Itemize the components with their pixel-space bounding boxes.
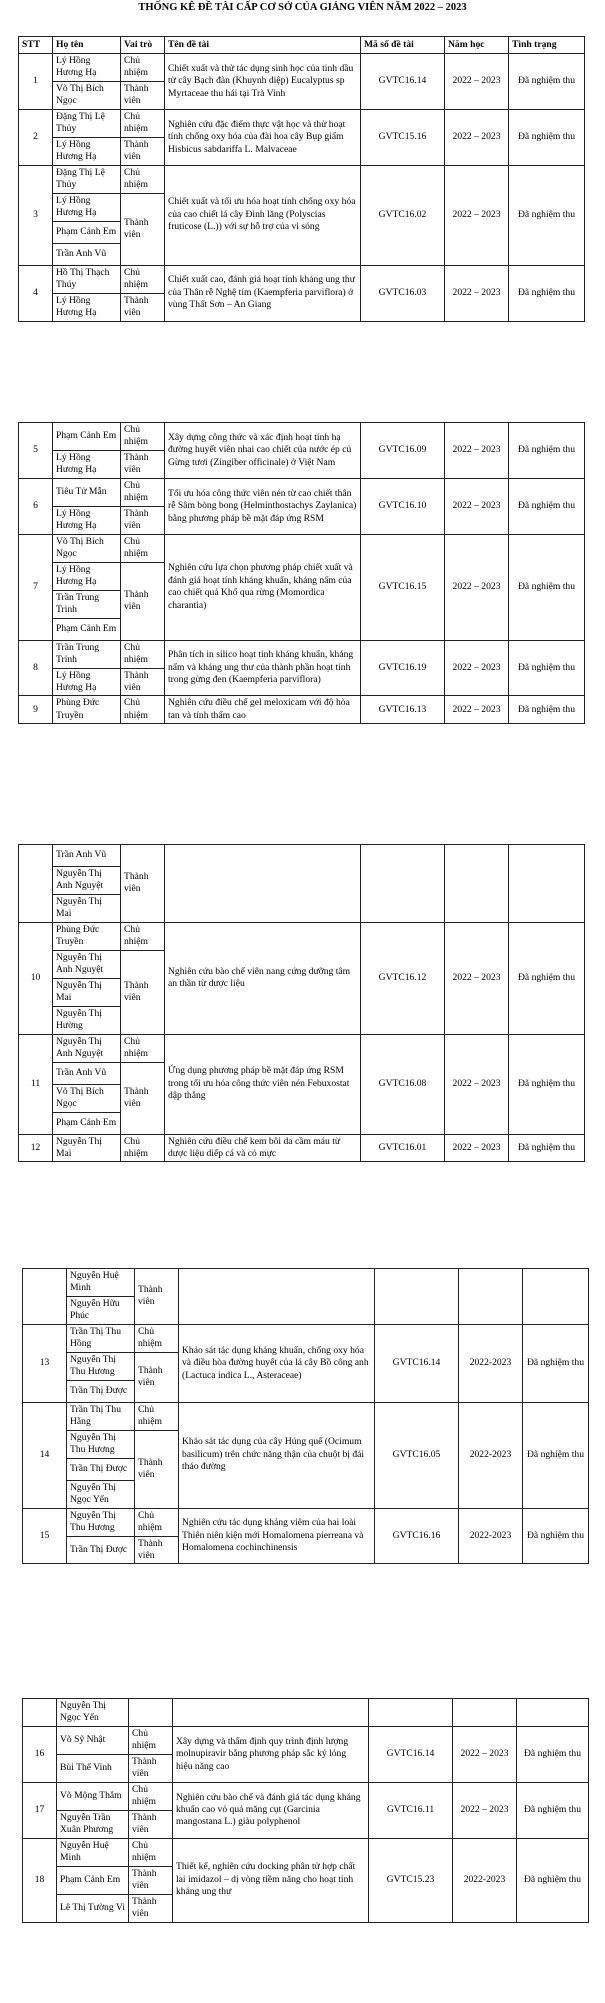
table-row <box>19 640 585 668</box>
table-row <box>19 109 585 137</box>
member-name-cell: Nguyễn Thị Mai <box>53 978 121 1006</box>
member-name-cell: Trần Anh Vũ <box>53 1062 121 1084</box>
member-name-cell: Võ Thị Bích Ngọc <box>53 81 121 109</box>
topic-cell: Chiết xuất và tối ưu hóa hoạt tính chống oxy hóa của cao chiết lá cây Đinh lăng (Polyscias fruticose (L.)) với sự hỗ trợ của vi sóng <box>165 165 361 265</box>
status-cell: Đã nghiệm thu <box>509 696 585 724</box>
role-cell: Chủ nhiệm <box>121 1134 165 1162</box>
member-name-cell: Nguyễn Thị Thu Hương <box>67 1430 135 1458</box>
year-cell: 2022-2023 <box>459 1324 523 1402</box>
stt-cell <box>23 1699 57 1727</box>
member-name-cell: Lê Thị Tường Vi <box>57 1894 129 1922</box>
role-cell: Chủ nhiệm <box>121 478 165 506</box>
status-cell <box>517 1699 589 1727</box>
table-header-row <box>19 37 585 54</box>
role-cell: Thành viên <box>135 1430 179 1508</box>
stats-table-segment <box>18 36 585 322</box>
table-row <box>19 165 585 193</box>
stt-cell: 10 <box>19 922 53 1034</box>
role-cell: Thành viên <box>121 845 165 923</box>
member-name-cell: Nguyễn Thị Anh Nguyệt <box>53 1034 121 1062</box>
status-cell: Đã nghiệm thu <box>517 1838 589 1922</box>
table-row <box>19 265 585 293</box>
topic-cell: Chiết xuất cao, đánh giá hoạt tính kháng ung thư của Thân rễ Nghệ tím (Kaempferia parviflora) ở vùng Thất Sơn – An Giang <box>165 265 361 321</box>
member-name-cell: Tiêu Tử Mẫn <box>53 478 121 506</box>
role-cell: Chủ nhiệm <box>121 640 165 668</box>
stt-cell <box>19 845 53 923</box>
year-cell: 2022-2023 <box>453 1838 517 1922</box>
table-row <box>23 1324 589 1352</box>
stt-cell: 2 <box>19 109 53 165</box>
stt-cell: 12 <box>19 1134 53 1162</box>
code-cell: GVTC16.05 <box>375 1402 459 1508</box>
topic-cell: Nghiên cứu điều chế gel meloxicam với độ hòa tan và tính thấm cao <box>165 696 361 724</box>
role-cell: Chủ nhiệm <box>129 1782 173 1810</box>
page-title: THỐNG KÊ ĐỀ TÀI CẤP CƠ SỞ CỦA GIẢNG VIÊN NĂM 2022 – 2023 <box>138 2 467 13</box>
member-name-cell: Phạm Cảnh Em <box>53 221 121 243</box>
member-name-cell: Lý Hồng Hương Hạ <box>53 54 121 82</box>
year-cell: 2022 – 2023 <box>445 165 509 265</box>
role-cell: Chủ nhiệm <box>135 1508 179 1536</box>
member-name-cell: Lý Hồng Hương Hạ <box>53 506 121 534</box>
status-cell: Đã nghiệm thu <box>523 1508 589 1564</box>
topic-cell: Chiết xuất và thử tác dụng sinh học của tinh dầu từ cây Bạch đàn (Khuynh diệp) Eucalyptus sp Myrtaceae thu hái tại Trà Vinh <box>165 54 361 110</box>
year-cell <box>445 845 509 923</box>
status-cell: Đã nghiệm thu <box>509 922 585 1034</box>
stats-table-segment <box>18 844 585 1162</box>
topic-cell: Nghiên cứu tác dụng kháng viêm của hai loài Thiên niên kiện mới Homalomena pierreana và Homalomena cochinchinensis <box>179 1508 375 1564</box>
role-cell: Thành viên <box>121 562 165 640</box>
table-row <box>19 534 585 562</box>
year-cell: 2022 – 2023 <box>445 1134 509 1162</box>
topic-cell <box>179 1269 375 1325</box>
status-cell: Đã nghiệm thu <box>509 54 585 110</box>
role-cell: Thành viên <box>121 137 165 165</box>
code-cell: GVTC16.03 <box>361 265 445 321</box>
status-cell: Đã nghiệm thu <box>509 1134 585 1162</box>
stt-cell <box>23 1269 67 1325</box>
status-cell <box>523 1269 589 1325</box>
topic-cell: Nghiên cứu bào chế viên nang cứng dưỡng tâm an thần từ dược liệu <box>165 922 361 1034</box>
member-name-cell: Lý Hồng Hương Hạ <box>53 450 121 478</box>
topic-cell <box>173 1699 369 1727</box>
status-cell: Đã nghiệm thu <box>509 165 585 265</box>
role-cell: Chủ nhiệm <box>121 1034 165 1062</box>
role-cell: Chủ nhiệm <box>121 423 165 451</box>
role-cell: Thành viên <box>129 1754 173 1782</box>
role-cell: Chủ nhiệm <box>121 922 165 950</box>
year-cell: 2022 – 2023 <box>445 534 509 640</box>
status-cell: Đã nghiệm thu <box>517 1782 589 1838</box>
year-cell: 2022 – 2023 <box>445 1034 509 1134</box>
member-name-cell: Trần Thị Thu Hằng <box>67 1402 135 1430</box>
code-cell: GVTC16.02 <box>361 165 445 265</box>
topic-cell: Nghiên cứu bào chế và đánh giá tác dụng kháng khuẩn cao vỏ quả măng cụt (Garcinia mangostana L.) giàu polyphenol <box>173 1782 369 1838</box>
member-name-cell: Lý Hồng Hương Hạ <box>53 137 121 165</box>
column-header: Tên đề tài <box>165 37 361 54</box>
stt-cell: 5 <box>19 423 53 479</box>
table-row <box>23 1782 589 1810</box>
column-header: STT <box>19 37 53 54</box>
role-cell: Chủ nhiệm <box>129 1838 173 1866</box>
table-row <box>19 845 585 867</box>
status-cell: Đã nghiệm thu <box>509 109 585 165</box>
role-cell: Thành viên <box>121 1062 165 1134</box>
role-cell: Thành viên <box>121 506 165 534</box>
column-header: Vai trò <box>121 37 165 54</box>
code-cell: GVTC16.16 <box>375 1508 459 1564</box>
member-name-cell: Nguyễn Thị Ngọc Yến <box>57 1699 129 1727</box>
year-cell: 2022 – 2023 <box>453 1782 517 1838</box>
stt-cell: 4 <box>19 265 53 321</box>
member-name-cell: Nguyễn Thị Thu Hương <box>67 1352 135 1380</box>
role-cell: Chủ nhiệm <box>121 696 165 724</box>
status-cell: Đã nghiệm thu <box>523 1402 589 1508</box>
member-name-cell: Lý Hồng Hương Hạ <box>53 668 121 696</box>
role-cell: Thành viên <box>135 1352 179 1402</box>
code-cell: GVTC16.13 <box>361 696 445 724</box>
status-cell: Đã nghiệm thu <box>509 640 585 696</box>
member-name-cell: Bùi Thế Vinh <box>57 1754 129 1782</box>
topic-cell: Nghiên cứu đặc điểm thực vật học và thử hoạt tính chống oxy hóa của đài hoa cây Bụp giấm Hisbicus sabdariffa L. Malvaceae <box>165 109 361 165</box>
member-name-cell: Nguyễn Hữu Phúc <box>67 1296 135 1324</box>
role-cell: Thành viên <box>121 193 165 265</box>
code-cell: GVTC16.14 <box>375 1324 459 1402</box>
stats-table-segment <box>18 422 585 724</box>
year-cell: 2022-2023 <box>459 1402 523 1508</box>
member-name-cell: Võ Thị Bích Ngọc <box>53 534 121 562</box>
role-cell: Chủ nhiệm <box>121 165 165 193</box>
stt-cell: 6 <box>19 478 53 534</box>
year-cell: 2022-2023 <box>459 1508 523 1564</box>
code-cell <box>369 1699 453 1727</box>
code-cell <box>361 845 445 923</box>
role-cell: Thành viên <box>121 81 165 109</box>
member-name-cell: Trần Thị Thu Hồng <box>67 1324 135 1352</box>
stt-cell: 16 <box>23 1726 57 1782</box>
role-cell: Thành viên <box>129 1810 173 1838</box>
code-cell: GVTC16.09 <box>361 423 445 479</box>
table-row <box>19 922 585 950</box>
role-cell: Thành viên <box>121 450 165 478</box>
member-name-cell: Nguyễn Thị Anh Nguyệt <box>53 867 121 895</box>
column-header: Mã số đề tài <box>361 37 445 54</box>
table-row <box>19 696 585 724</box>
column-header: Năm học <box>445 37 509 54</box>
member-name-cell: Lý Hồng Hương Hạ <box>53 293 121 321</box>
year-cell <box>459 1269 523 1325</box>
code-cell: GVTC16.10 <box>361 478 445 534</box>
member-name-cell: Nguyễn Thị Mai <box>53 894 121 922</box>
topic-cell: Xây dựng công thức và xác định hoạt tính hạ đường huyết viên nhai cao chiết của nước ép củ Gừng tươi (Zingiber officinale) ở Việt Nam <box>165 423 361 479</box>
table-row <box>23 1508 589 1536</box>
member-name-cell: Trần Thị Được <box>67 1380 135 1402</box>
year-cell: 2022 – 2023 <box>453 1726 517 1782</box>
role-cell: Thành viên <box>121 950 165 1034</box>
stt-cell: 13 <box>23 1324 67 1402</box>
code-cell: GVTC15.23 <box>369 1838 453 1922</box>
status-cell: Đã nghiệm thu <box>509 534 585 640</box>
year-cell: 2022 – 2023 <box>445 922 509 1034</box>
role-cell: Chủ nhiệm <box>121 534 165 562</box>
table-row <box>19 54 585 82</box>
topic-cell: Tối ưu hóa công thức viên nén từ cao chiết thân rễ Sâm bòng bong (Helminthostachys Zaylanica) bằng phương pháp bề mặt đáp ứng RSM <box>165 478 361 534</box>
member-name-cell: Phùng Đức Truyền <box>53 922 121 950</box>
code-cell: GVTC16.15 <box>361 534 445 640</box>
role-cell <box>129 1699 173 1727</box>
stats-table-segment <box>22 1268 589 1564</box>
member-name-cell: Trần Anh Vũ <box>53 845 121 867</box>
role-cell: Chủ nhiệm <box>129 1726 173 1754</box>
year-cell: 2022 – 2023 <box>445 423 509 479</box>
role-cell: Chủ nhiệm <box>135 1402 179 1430</box>
status-cell: Đã nghiệm thu <box>509 423 585 479</box>
code-cell: GVTC16.08 <box>361 1034 445 1134</box>
code-cell: GVTC16.14 <box>369 1726 453 1782</box>
column-header: Tình trạng <box>509 37 585 54</box>
topic-cell: Khảo sát tác dụng của cây Húng quế (Ocimum basilicum) trên chức năng thận của chuột bị đái tháo đường <box>179 1402 375 1508</box>
code-cell: GVTC16.12 <box>361 922 445 1034</box>
table-row <box>23 1402 589 1430</box>
member-name-cell: Phùng Đức Truyền <box>53 696 121 724</box>
table-row <box>23 1269 589 1297</box>
status-cell: Đã nghiệm thu <box>517 1726 589 1782</box>
stt-cell: 18 <box>23 1838 57 1922</box>
role-cell: Chủ nhiệm <box>121 265 165 293</box>
table-row <box>23 1726 589 1754</box>
member-name-cell: Võ Mộng Thắm <box>57 1782 129 1810</box>
stt-cell: 8 <box>19 640 53 696</box>
topic-cell: Nghiên cứu lựa chọn phương pháp chiết xuất và đánh giá hoạt tính kháng khuẩn, kháng nấm của cao chiết quả Khổ qua rừng (Momordica charantia) <box>165 534 361 640</box>
stt-cell: 17 <box>23 1782 57 1838</box>
member-name-cell: Nguyễn Thị Mai <box>53 1134 121 1162</box>
column-header: Họ tên <box>53 37 121 54</box>
stt-cell: 15 <box>23 1508 67 1564</box>
role-cell: Thành viên <box>129 1866 173 1894</box>
code-cell: GVTC15.16 <box>361 109 445 165</box>
status-cell: Đã nghiệm thu <box>509 478 585 534</box>
code-cell: GVTC16.01 <box>361 1134 445 1162</box>
member-name-cell: Lý Hồng Hương Hạ <box>53 562 121 590</box>
table-row <box>19 478 585 506</box>
role-cell: Chủ nhiệm <box>135 1324 179 1352</box>
member-name-cell: Trần Thị Được <box>67 1458 135 1480</box>
role-cell: Thành viên <box>129 1894 173 1922</box>
status-cell: Đã nghiệm thu <box>523 1324 589 1402</box>
table-row <box>19 423 585 451</box>
topic-cell <box>165 845 361 923</box>
member-name-cell: Trần Anh Vũ <box>53 243 121 265</box>
member-name-cell: Nguyễn Trần Xuân Phương <box>57 1810 129 1838</box>
role-cell: Thành viên <box>135 1536 179 1564</box>
table-row <box>19 1134 585 1162</box>
stt-cell: 9 <box>19 696 53 724</box>
topic-cell: Phân tích in silico hoạt tính kháng khuẩn, kháng nấm và kháng ung thư của thành phần hoạt tính trong gừng đen (Kaempferia parviflora) <box>165 640 361 696</box>
role-cell: Chủ nhiệm <box>121 109 165 137</box>
status-cell: Đã nghiệm thu <box>509 265 585 321</box>
year-cell <box>453 1699 517 1727</box>
status-cell <box>509 845 585 923</box>
table-row <box>19 1034 585 1062</box>
member-name-cell: Võ Thị Bích Ngọc <box>53 1084 121 1112</box>
year-cell: 2022 – 2023 <box>445 478 509 534</box>
table-row <box>23 1838 589 1866</box>
member-name-cell: Nguyễn Thị Ngọc Yến <box>67 1480 135 1508</box>
member-name-cell: Trần Thị Được <box>67 1536 135 1564</box>
member-name-cell: Trần Trung Trinh <box>53 640 121 668</box>
role-cell: Thành viên <box>135 1269 179 1325</box>
member-name-cell: Nguyễn Thị Hường <box>53 1006 121 1034</box>
member-name-cell: Lý Hồng Hương Hạ <box>53 193 121 221</box>
table-row <box>23 1699 589 1727</box>
member-name-cell: Nguyễn Huệ Minh <box>67 1269 135 1297</box>
year-cell: 2022 – 2023 <box>445 109 509 165</box>
code-cell: GVTC16.14 <box>361 54 445 110</box>
role-cell: Thành viên <box>121 668 165 696</box>
topic-cell: Khảo sát tác dụng kháng khuẩn, chống oxy hóa và điều hòa đường huyết của lá cây Bồ công anh (Lactuca indica L., Asteraceae) <box>179 1324 375 1402</box>
stats-table-segment <box>22 1698 589 1923</box>
topic-cell: Nghiên cứu điều chế kem bôi da cầm máu từ dược liệu diếp cá và cỏ mực <box>165 1134 361 1162</box>
member-name-cell: Phạm Cảnh Em <box>57 1866 129 1894</box>
stt-cell: 14 <box>23 1402 67 1508</box>
year-cell: 2022 – 2023 <box>445 54 509 110</box>
member-name-cell: Hồ Thị Thạch Thúy <box>53 265 121 293</box>
member-name-cell: Phạm Cảnh Em <box>53 423 121 451</box>
stt-cell: 1 <box>19 54 53 110</box>
member-name-cell: Nguyễn Huệ Minh <box>57 1838 129 1866</box>
member-name-cell: Trần Trung Trinh <box>53 590 121 618</box>
member-name-cell: Nguyễn Thị Anh Nguyệt <box>53 950 121 978</box>
code-cell: GVTC16.11 <box>369 1782 453 1838</box>
stt-cell: 11 <box>19 1034 53 1134</box>
role-cell: Chủ nhiệm <box>121 54 165 82</box>
year-cell: 2022 – 2023 <box>445 696 509 724</box>
topic-cell: Thiết kế, nghiên cứu docking phân tử hợp chất lai imidazol – dị vòng tiềm năng cho hoạt tính kháng ung thư <box>173 1838 369 1922</box>
topic-cell: Xây dựng và thẩm định quy trình định lượng molnupiravir bằng phương pháp sắc ký lỏng hiệu năng cao <box>173 1726 369 1782</box>
year-cell: 2022 – 2023 <box>445 640 509 696</box>
code-cell: GVTC16.19 <box>361 640 445 696</box>
stt-cell: 3 <box>19 165 53 265</box>
member-name-cell: Phạm Cảnh Em <box>53 1112 121 1134</box>
member-name-cell: Đặng Thị Lệ Thủy <box>53 165 121 193</box>
topic-cell: Ứng dụng phương pháp bề mặt đáp ứng RSM trong tối ưu hóa công thức viên nén Febuxostat dập thẳng <box>165 1034 361 1134</box>
code-cell <box>375 1269 459 1325</box>
member-name-cell: Võ Sỹ Nhật <box>57 1726 129 1754</box>
status-cell: Đã nghiệm thu <box>509 1034 585 1134</box>
year-cell: 2022 – 2023 <box>445 265 509 321</box>
role-cell: Thành viên <box>121 293 165 321</box>
member-name-cell: Đặng Thị Lệ Thủy <box>53 109 121 137</box>
member-name-cell: Nguyễn Thị Thu Hương <box>67 1508 135 1536</box>
member-name-cell: Phạm Cảnh Em <box>53 618 121 640</box>
stt-cell: 7 <box>19 534 53 640</box>
